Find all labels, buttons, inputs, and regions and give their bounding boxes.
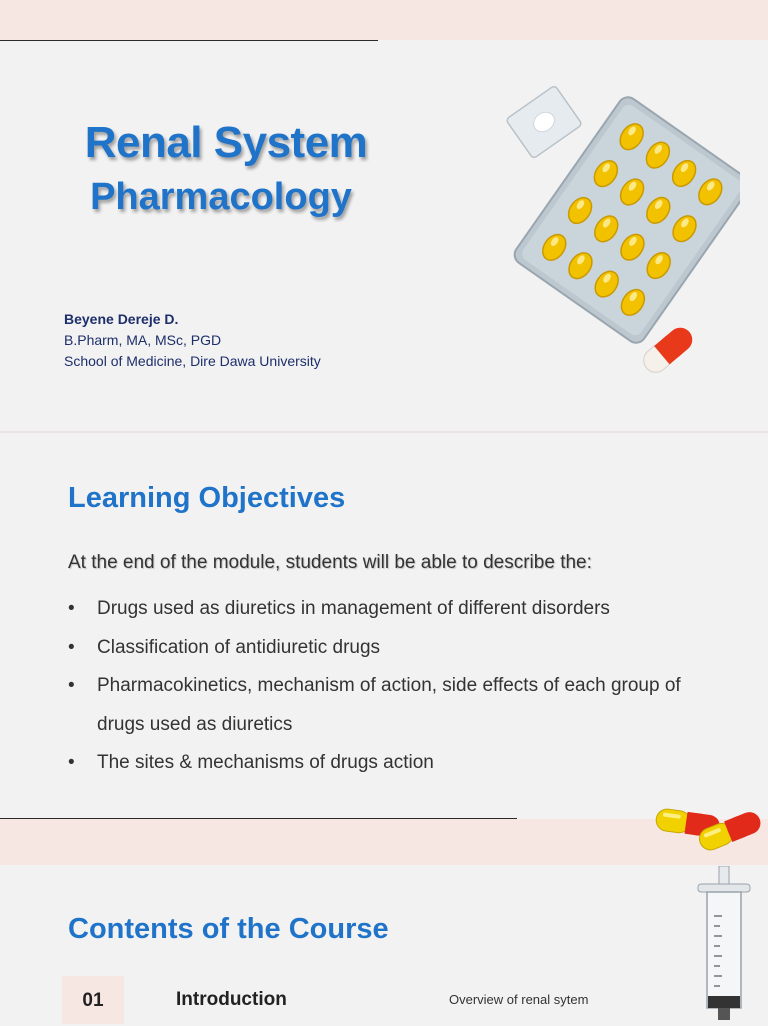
contents-heading: Contents of the Course	[68, 913, 389, 945]
item-description: Overview of renal sytem	[449, 992, 589, 1007]
slide-divider	[0, 431, 768, 433]
list-item: • Pharmacokinetics, mechanism of action, side effects of each group of drugs used as diuretics	[68, 667, 688, 744]
top-band	[0, 0, 768, 40]
title-line-1: Renal System	[84, 118, 368, 167]
author-credentials: B.Pharm, MA, MSc, PGD	[64, 332, 222, 348]
item-number: 01	[62, 976, 124, 1024]
title-line-2: Pharmacology	[90, 176, 352, 218]
blister-pack-illustration	[500, 80, 740, 380]
syringe-icon	[694, 866, 754, 1024]
loose-blister-icon	[506, 85, 583, 159]
capsules-illustration	[650, 800, 768, 860]
objectives-list	[68, 590, 688, 783]
list-item: • The sites & mechanisms of drugs action	[68, 744, 688, 783]
author-name: Beyene Dereje D.	[64, 311, 179, 327]
item-title: Introduction	[176, 989, 287, 1010]
list-item: • Classification of antidiuretic drugs	[68, 629, 688, 668]
learning-objectives-heading: Learning Objectives	[68, 482, 346, 514]
objectives-intro: At the end of the module, students will be able to describe the:	[68, 552, 592, 573]
list-item: • Drugs used as diuretics in management of different disorders	[68, 590, 688, 629]
author-affiliation: School of Medicine, Dire Dawa University	[64, 353, 321, 369]
